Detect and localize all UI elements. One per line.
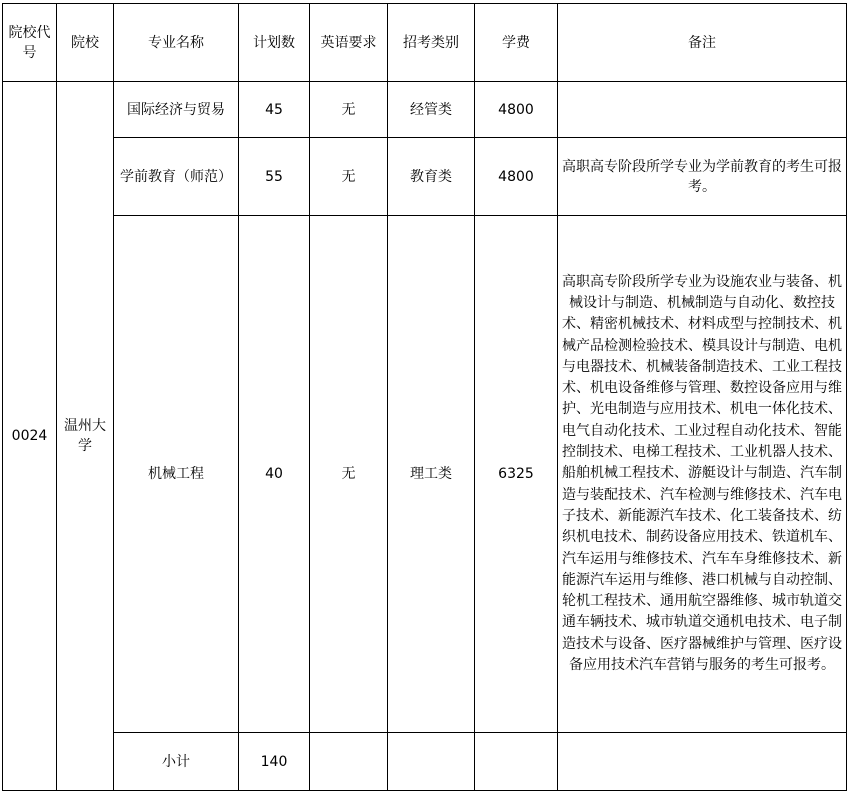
category-cell: 教育类 — [388, 138, 475, 216]
header-plan: 计划数 — [239, 4, 310, 82]
remark-cell: 高职高专阶段所学专业为学前教育的考生可报考。 — [558, 138, 847, 216]
empty-cell — [475, 733, 558, 791]
header-fee: 学费 — [475, 4, 558, 82]
plan-cell: 45 — [239, 82, 310, 138]
remark-cell: 高职高专阶段所学专业为设施农业与装备、机械设计与制造、机械制造与自动化、数控技术、精密机械技术、材料成型与控制技术、机械产品检测检验技术、模具设计与制造、电机与电器技术、机械装备制造技术、工业工程技术、机电设备维修与管理、数控设备应用与维护、光电制造与应用技术、机电一体化技术、电气自动化技术、工业过程自动化技术、智能控制技术、电梯工程技术、工业机器人技术、船舶机械工程技术、游艇设计与制造、汽车制造与装配技术、汽车检测与维修技术、汽车电子技术、新能源汽车技术、化工装备技术、纺织机电技术、制药设备应用技术、铁道机车、汽车运用与维修技术、汽车车身维修技术、新能源汽车运用与维修、港口机械与自动控制、轮机工程技术、通用航空器维修、城市轨道交通车辆技术、城市轨道交通机电技术、电子制造技术与设备、医疗器械维护与管理、医疗设备应用技术汽车营销与服务的考生可报考。 — [558, 216, 847, 733]
empty-cell — [558, 733, 847, 791]
fee-cell: 4800 — [475, 82, 558, 138]
category-cell: 理工类 — [388, 216, 475, 733]
remark-cell — [558, 82, 847, 138]
fee-cell: 4800 — [475, 138, 558, 216]
category-cell: 经管类 — [388, 82, 475, 138]
english-cell: 无 — [310, 82, 388, 138]
english-cell: 无 — [310, 216, 388, 733]
subtotal-plan: 140 — [239, 733, 310, 791]
header-category: 招考类别 — [388, 4, 475, 82]
header-major: 专业名称 — [114, 4, 239, 82]
table-row — [3, 82, 847, 138]
english-cell: 无 — [310, 138, 388, 216]
plan-cell: 40 — [239, 216, 310, 733]
header-school-code: 院校代号 — [3, 4, 57, 82]
subtotal-row — [3, 733, 847, 791]
header-remark: 备注 — [558, 4, 847, 82]
header-school: 院校 — [57, 4, 114, 82]
school-code-cell: 0024 — [3, 82, 57, 791]
table-row — [3, 138, 847, 216]
enrollment-table — [2, 3, 847, 791]
empty-cell — [310, 733, 388, 791]
major-cell: 国际经济与贸易 — [114, 82, 239, 138]
header-row — [3, 4, 847, 82]
table-row — [3, 216, 847, 733]
header-english: 英语要求 — [310, 4, 388, 82]
school-name-cell: 温州大学 — [57, 82, 114, 791]
empty-cell — [388, 733, 475, 791]
major-cell: 学前教育（师范） — [114, 138, 239, 216]
fee-cell: 6325 — [475, 216, 558, 733]
major-cell: 机械工程 — [114, 216, 239, 733]
plan-cell: 55 — [239, 138, 310, 216]
subtotal-label: 小计 — [114, 733, 239, 791]
